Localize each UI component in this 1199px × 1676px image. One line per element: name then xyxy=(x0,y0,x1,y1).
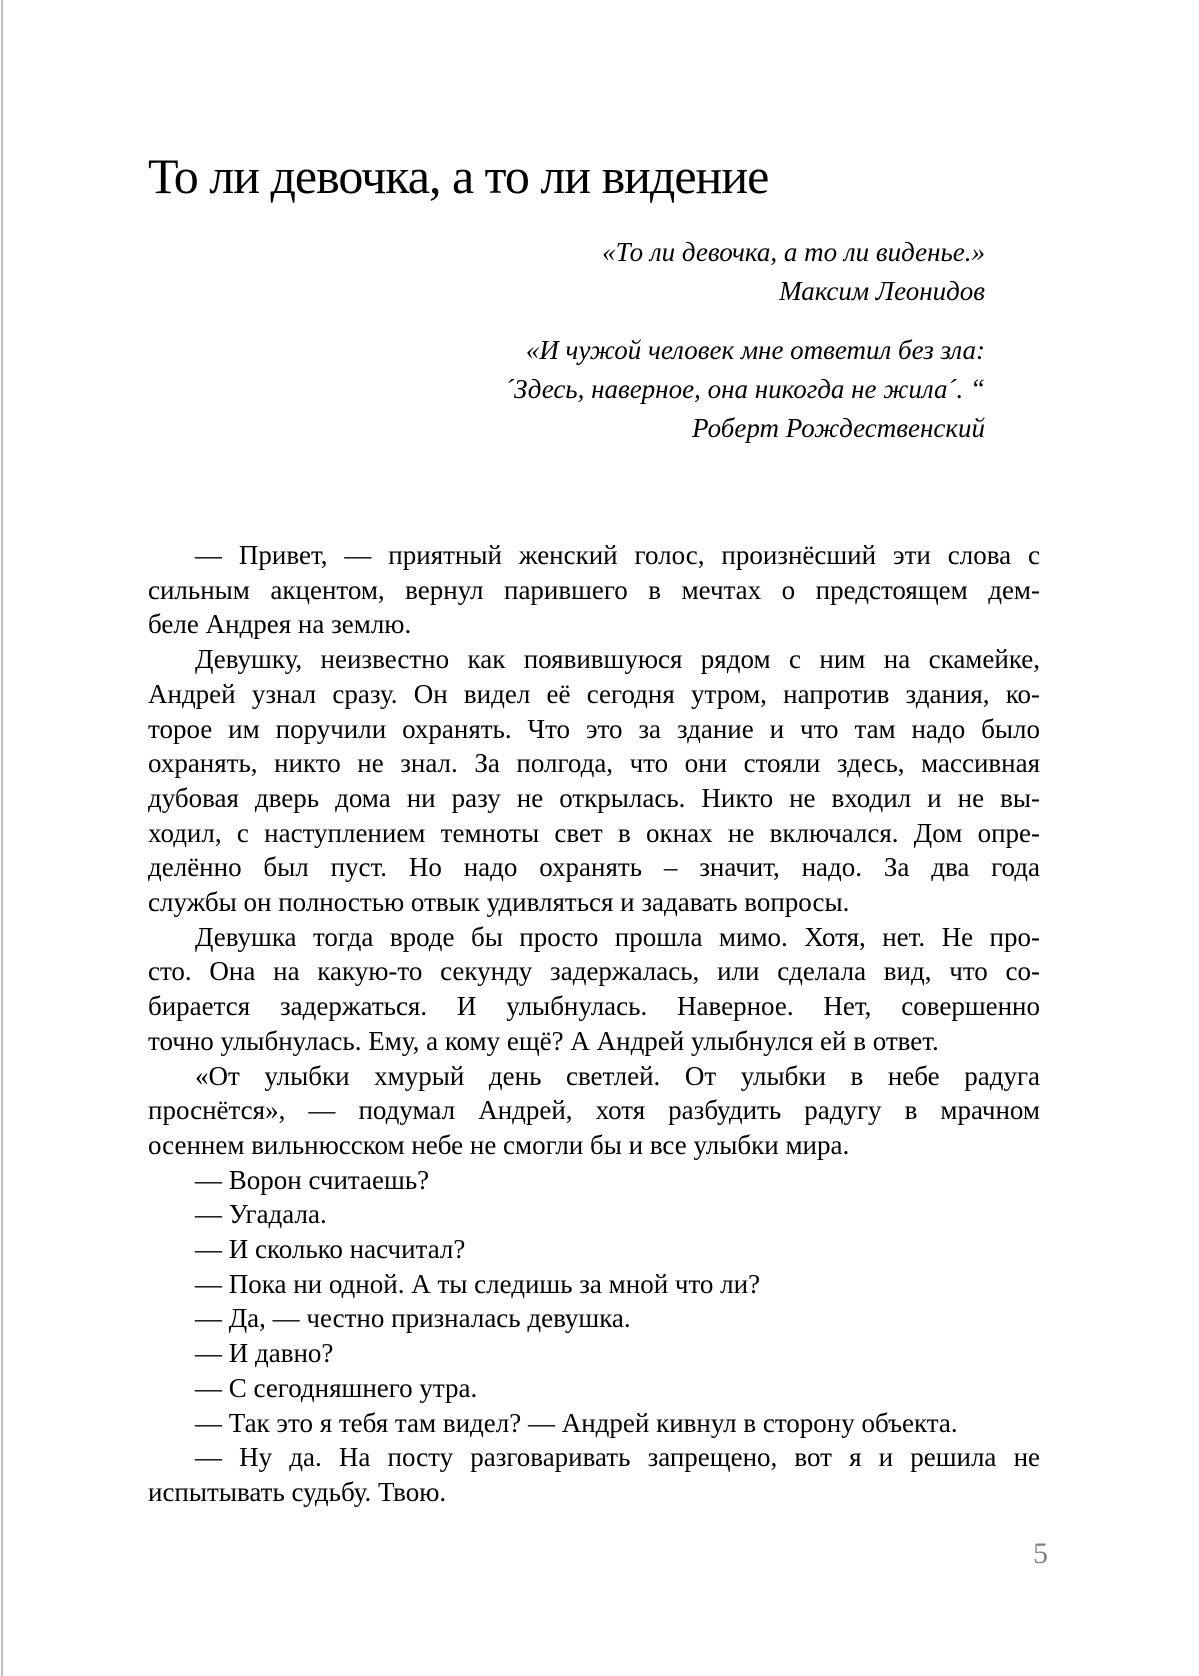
page-number: 5 xyxy=(1033,1537,1048,1570)
body-line: — Да, — честно призналась девушка. xyxy=(195,1303,631,1334)
epigraph-line: ´Здесь, наверное, она никогда не жила´. “ xyxy=(504,374,985,404)
epigraph-author: Роберт Рождественский xyxy=(692,413,985,443)
body-line: — Ну да. На посту разговаривать запрещено, вот я и решила не xyxy=(195,1442,1040,1473)
body-line: сильным акцентом, вернул парившего в мечтах о предстоящем дем- xyxy=(148,574,1040,605)
page-edge-line xyxy=(1,0,3,1676)
body-line: — Ворон считаешь? xyxy=(195,1164,430,1195)
epigraph-line: «И чужой человек мне ответил без зла: xyxy=(525,335,985,365)
body-line: испытывать судьбу. Твою. xyxy=(148,1476,447,1507)
body-line: — Так это я тебя там видел? — Андрей кивнул в сторону объекта. xyxy=(195,1407,958,1438)
epigraph-author: Максим Леонидов xyxy=(779,276,985,306)
body-line: — Привет, — приятный женский голос, произнёсший эти слова с xyxy=(195,540,1040,570)
epigraph xyxy=(148,331,985,448)
body-line: — С сегодняшнего утра. xyxy=(195,1372,478,1403)
epigraph xyxy=(148,233,985,311)
body-line: — И давно? xyxy=(195,1338,334,1369)
body-line: беле Андрея на землю. xyxy=(148,609,412,640)
body-line: бирается задержаться. И улыбнулась. Наверное. Нет, совершенно xyxy=(148,991,1040,1022)
body-line: охранять, никто не знал. За полгода, что они стояли здесь, массивная xyxy=(148,748,1040,779)
body-line: сто. Она на какую-то секунду задержалась, или сделала вид, что со- xyxy=(148,956,1040,987)
body-line: Девушка тогда вроде бы просто прошла мимо. Хотя, нет. Не про- xyxy=(195,921,1040,952)
body-line: точно улыбнулась. Ему, а кому ещё? А Андрей улыбнулся ей в ответ. xyxy=(148,1025,939,1056)
epigraph-line: «То ли девочка, а то ли виденье.» xyxy=(602,237,985,267)
body-line: Девушку, неизвестно как появившуюся рядом с ним на скамейке, xyxy=(195,644,1040,675)
body-line: осеннем вильнюсском небе не смогли бы и все улыбки мира. xyxy=(148,1129,850,1160)
chapter-title: То ли девочка, а то ли видение xyxy=(148,148,769,204)
body-line: Андрей узнал сразу. Он видел её сегодня утром, напротив здания, ко- xyxy=(148,678,1040,709)
body-line: «От улыбки хмурый день светлей. От улыбки в небе радуга xyxy=(195,1060,1040,1091)
body-line: ходил, с наступлением темноты свет в окнах не включался. Дом опре- xyxy=(148,817,1040,848)
body-line: проснётся», — подумал Андрей, хотя разбудить радугу в мрачном xyxy=(148,1095,1040,1126)
body-line: дубовая дверь дома ни разу не открылась. Никто не входил и не вы- xyxy=(148,782,1040,813)
body-line: — И сколько насчитал? xyxy=(195,1234,466,1265)
body-line: делённо был пуст. Но надо охранять – значит, надо. За два года xyxy=(148,852,1040,883)
body-line: торое им поручили охранять. Что это за здание и что там надо было xyxy=(148,713,1040,744)
body-line: — Угадала. xyxy=(195,1199,327,1230)
body-line: службы он полностью отвык удивляться и задавать вопросы. xyxy=(148,887,850,918)
epigraphs xyxy=(148,233,985,448)
body-line: — Пока ни одной. А ты следишь за мной что ли? xyxy=(195,1268,761,1299)
body-text xyxy=(148,538,1040,1510)
